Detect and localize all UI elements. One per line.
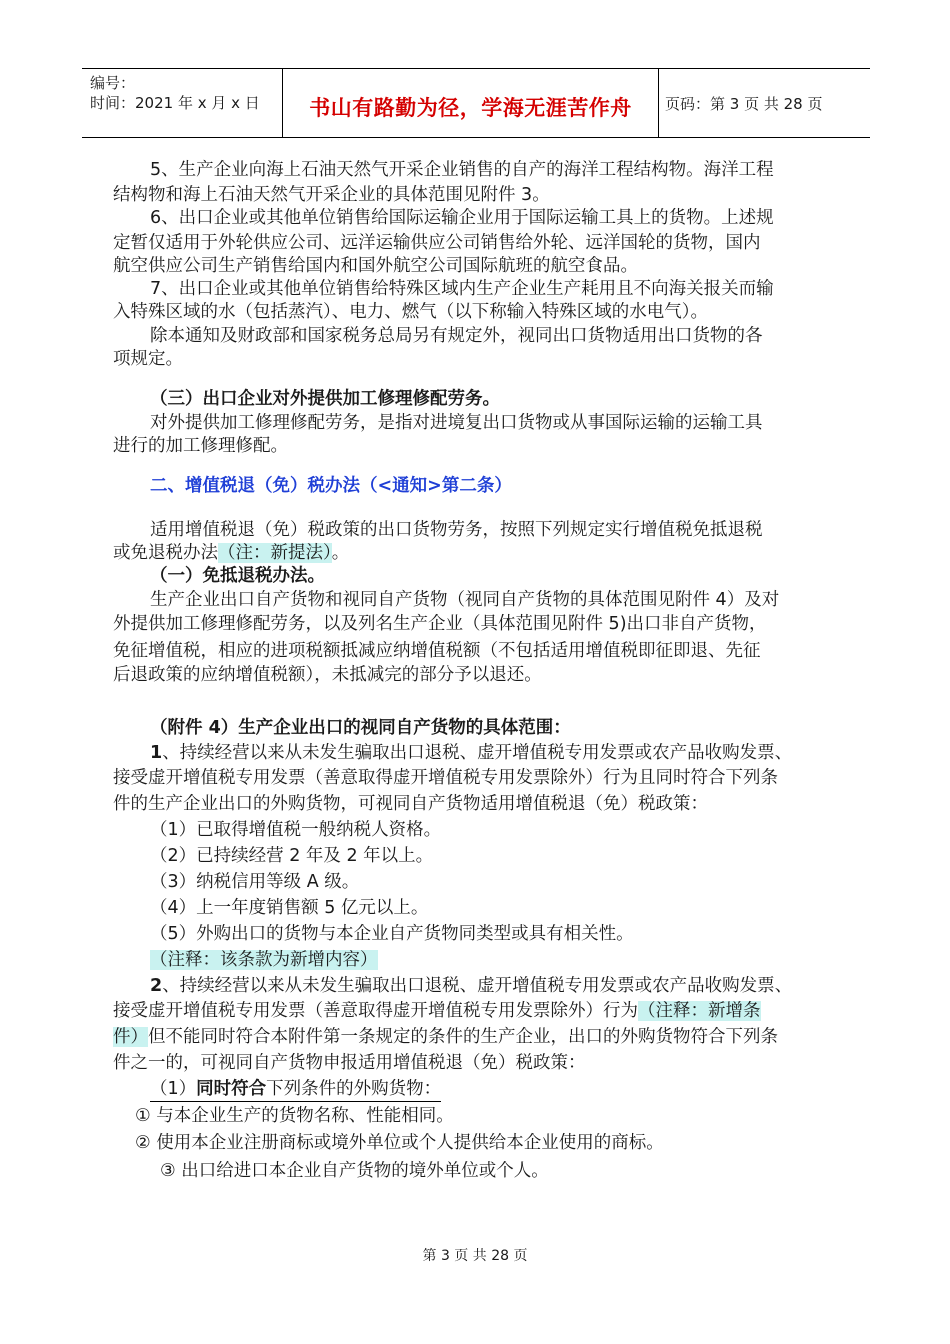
page-header (82, 68, 870, 138)
list-item: ③ 出口给进口本企业自产货物的境外单位或个人。 (160, 1161, 549, 1181)
paragraph-line (113, 999, 761, 1023)
section-heading-blue: 二、增值税退（免）税办法（<通知>第二条） (150, 476, 512, 496)
paragraph-line: 件之一的，可视同自产货物申报适用增值税退（免）税政策： (113, 1053, 586, 1073)
section-heading: （附件 4）生产企业出口的视同自产货物的具体范围： (150, 718, 571, 738)
sub-clause-heading (150, 1077, 441, 1102)
header-motto-cell (283, 69, 659, 137)
paragraph-line: 入特殊区域的水（包括蒸汽）、电力、燃气（以下称输入特殊区域的水电气）。 (113, 302, 708, 322)
clause-number: 2 (150, 976, 163, 996)
list-item: ① 与本企业生产的货物名称、性能相同。 (135, 1106, 454, 1126)
paragraph-line: 5、生产企业向海上石油天然气开采企业销售的自产的海洋工程结构物。海洋工程 (150, 160, 774, 180)
paragraph-line: 航空供应公司生产销售给国内和国外航空公司国际航班的航空食品。 (113, 256, 638, 276)
paragraph-line: 件的生产企业出口的外购货物，可视同自产货物适用增值税退（免）税政策： (113, 794, 708, 814)
paragraph-line: 适用增值税退（免）税政策的出口货物劳务，按照下列规定实行增值税免抵退税 (150, 520, 763, 540)
document-date: 时间：2021 年 x 月 x 日 (90, 94, 260, 112)
list-item: ② 使用本企业注册商标或境外单位或个人提供给本企业使用的商标。 (135, 1133, 664, 1153)
paragraph-text: 下列条件的外购货物： (266, 1079, 442, 1099)
paragraph-text: 、持续经营以来从未发生骗取出口退税、虚开增值税专用发票或农产品收购发票、 (162, 743, 793, 763)
list-item: （4）上一年度销售额 5 亿元以上。 (150, 898, 429, 918)
annotation-note: （注释：新增条 (638, 1001, 761, 1021)
header-page-cell (659, 69, 870, 137)
paragraph-line (150, 741, 792, 765)
list-item: （5）外购出口的货物与本企业自产货物同类型或具有相关性。 (150, 924, 634, 944)
annotation-line (150, 948, 378, 972)
section-heading: （一）免抵退税办法。 (150, 566, 325, 586)
paragraph-line: 7、出口企业或其他单位销售给特殊区域内生产企业生产耗用且不向海关报关而输 (150, 279, 774, 299)
section-heading: （三）出口企业对外提供加工修理修配劳务。 (150, 389, 500, 409)
paragraph-line (150, 974, 792, 998)
paragraph-line: 免征增值税，相应的进项税额抵减应纳增值税额（不包括适用增值税即征即退、先征 (113, 641, 761, 661)
paragraph-line: 后退政策的应纳增值税额），未抵减完的部分予以退还。 (113, 665, 542, 685)
paragraph-line: 6、出口企业或其他单位销售给国际运输企业用于国际运输工具上的货物。上述规 (150, 208, 774, 228)
document-number-label: 编号： (90, 74, 136, 92)
list-item: （1）已取得增值税一般纳税人资格。 (150, 820, 442, 840)
header-page-info: 页码：第 3 页 共 28 页 (665, 95, 823, 113)
emphasis-text: 同时符合 (196, 1079, 267, 1099)
paragraph-line (113, 1025, 778, 1049)
motto: 书山有路勤为径，学海无涯苦作舟 (309, 96, 632, 120)
paragraph-text: 或免退税办法 (113, 543, 218, 563)
paragraph-line: 结构物和海上石油天然气开采企业的具体范围见附件 3。 (113, 185, 550, 205)
paragraph-line: 定暂仅适用于外轮供应公司、远洋运输供应公司销售给外轮、远洋国轮的货物，国内 (113, 233, 761, 253)
paragraph-text: （1） (150, 1079, 197, 1099)
paragraph-line: 外提供加工修理修配劳务，以及列名生产企业（具体范围见附件 5)出口非自产货物， (113, 614, 767, 634)
list-item: （2）已持续经营 2 年及 2 年以上。 (150, 846, 434, 866)
paragraph-line (113, 541, 349, 565)
page-footer: 第 3 页 共 28 页 (422, 1248, 528, 1264)
paragraph-line: 接受虚开增值税专用发票（善意取得虚开增值税专用发票除外）行为且同时符合下列条 (113, 768, 778, 788)
annotation-note: 件） (113, 1027, 148, 1047)
paragraph-line: 进行的加工修理修配。 (113, 436, 288, 456)
paragraph-text: 接受虚开增值税专用发票（善意取得虚开增值税专用发票除外）行为 (113, 1001, 638, 1021)
paragraph-text: 但不能同时符合本附件第一条规定的条件的生产企业，出口的外购货物符合下列条 (148, 1027, 778, 1047)
clause-number: 1 (150, 743, 163, 763)
paragraph-line: 对外提供加工修理修配劳务，是指对进境复出口货物或从事国际运输的运输工具 (150, 413, 763, 433)
paragraph-line: 除本通知及财政部和国家税务总局另有规定外，视同出口货物适用出口货物的各 (150, 326, 763, 346)
paragraph-text: 、持续经营以来从未发生骗取出口退税、虚开增值税专用发票或农产品收购发票、 (162, 976, 793, 996)
paragraph-line: 生产企业出口自产货物和视同自产货物（视同自产货物的具体范围见附件 4）及对 (150, 590, 780, 610)
header-meta-cell (82, 69, 283, 137)
annotation-note: （注：新提法） (218, 543, 332, 563)
annotation-note: （注释：该条款为新增内容） (150, 950, 378, 970)
list-item: （3）纳税信用等级 A 级。 (150, 872, 360, 892)
paragraph-line: 项规定。 (113, 349, 183, 369)
paragraph-text: 。 (331, 543, 350, 563)
